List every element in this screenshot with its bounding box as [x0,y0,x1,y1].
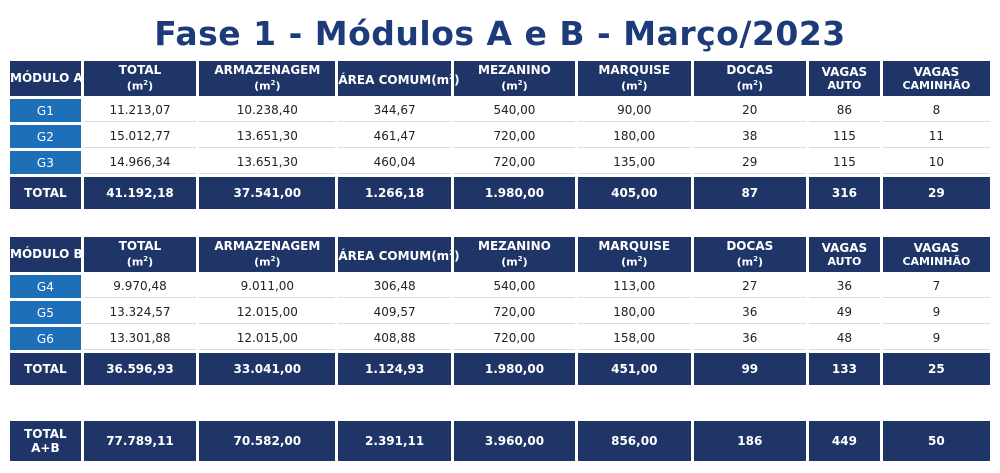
cell: 180,00 [578,301,691,324]
total-label: TOTAL [10,177,81,209]
col-total-header: TOTAL $(m^2)$ [84,61,197,96]
total-cell: 133 [809,353,880,385]
cell: 115 [809,125,880,148]
cell: 14.966,34 [84,151,197,174]
col-docas-header: DOCAS $(m^2)$ [694,237,807,272]
cell: 460,04 [338,151,451,174]
table-row [10,151,990,174]
total-cell: 33.041,00 [199,353,335,385]
cell: 86 [809,99,880,122]
row-label: G1 [10,99,81,122]
col-area-comum-header: ÁREA $COMUM(m^2)$ [338,61,451,96]
cell: 720,00 [454,327,575,350]
col-armazenagem-header: ARMAZENAGEM $(m^2)$ [199,237,335,272]
grand-total-cell: 186 [694,421,807,461]
row-label: G2 [10,125,81,148]
cell: 11.213,07 [84,99,197,122]
page-title: Fase 1 - Módulos A e B - Março/2023 [154,14,846,53]
col-vagas-caminhao-header: VAGAS CAMINHÃO [883,237,990,272]
cell: 11 [883,125,990,148]
cell: 461,47 [338,125,451,148]
cell: 113,00 [578,275,691,298]
grand-total-table [7,418,993,464]
cell: 12.015,00 [199,327,335,350]
total-cell: 87 [694,177,807,209]
cell: 408,88 [338,327,451,350]
table-header-row [10,237,990,272]
grand-total-label: TOTAL A+B [10,421,81,461]
cell: 10.238,40 [199,99,335,122]
cell: 158,00 [578,327,691,350]
total-cell: 1.266,18 [338,177,451,209]
col-docas-header: DOCAS $(m^2)$ [694,61,807,96]
cell: 12.015,00 [199,301,335,324]
cell: 7 [883,275,990,298]
col-armazenagem-header: ARMAZENAGEM $(m^2)$ [199,61,335,96]
cell: 15.012,77 [84,125,197,148]
table-row [10,99,990,122]
cell: 720,00 [454,151,575,174]
cell: 13.651,30 [199,125,335,148]
total-cell: 405,00 [578,177,691,209]
total-cell: 37.541,00 [199,177,335,209]
cell: 27 [694,275,807,298]
cell: 409,57 [338,301,451,324]
total-cell: 99 [694,353,807,385]
cell: 9.970,48 [84,275,197,298]
cell: 13.324,57 [84,301,197,324]
total-cell: 1.980,00 [454,353,575,385]
cell: 36 [809,275,880,298]
total-row [10,353,990,385]
cell: 9 [883,301,990,324]
cell: 180,00 [578,125,691,148]
total-cell: 29 [883,177,990,209]
cell: 38 [694,125,807,148]
total-cell: 36.596,93 [84,353,197,385]
cell: 135,00 [578,151,691,174]
total-row [10,177,990,209]
cell: 720,00 [454,125,575,148]
col-area-comum-header: ÁREA $COMUM(m^2)$ [338,237,451,272]
grand-total-cell: 3.960,00 [454,421,575,461]
cell: 720,00 [454,301,575,324]
col-vagas-caminhao-header: VAGAS CAMINHÃO [883,61,990,96]
grand-total-cell: 77.789,11 [84,421,197,461]
col-marquise-header: MARQUISE $(m^2)$ [578,61,691,96]
module-a-table [7,58,993,212]
module-b-table [7,234,993,388]
col-mezanino-header: MEZANINO $(m^2)$ [454,61,575,96]
cell: 20 [694,99,807,122]
row-label: G6 [10,327,81,350]
cell: 10 [883,151,990,174]
col-total-header: TOTAL $(m^2)$ [84,237,197,272]
grand-total-row [10,421,990,461]
cell: 29 [694,151,807,174]
row-label: G3 [10,151,81,174]
cell: 8 [883,99,990,122]
total-cell: 316 [809,177,880,209]
module-b-label: MÓDULO B [10,237,81,272]
cell: 9.011,00 [199,275,335,298]
cell: 540,00 [454,99,575,122]
cell: 13.301,88 [84,327,197,350]
table-row [10,275,990,298]
table-row [10,125,990,148]
grand-total-cell: 70.582,00 [199,421,335,461]
cell: 90,00 [578,99,691,122]
table-row [10,301,990,324]
total-cell: 1.124,93 [338,353,451,385]
total-cell: 25 [883,353,990,385]
col-vagas-auto-header: VAGAS AUTO [809,237,880,272]
total-cell: 1.980,00 [454,177,575,209]
row-label: G5 [10,301,81,324]
cell: 13.651,30 [199,151,335,174]
cell: 49 [809,301,880,324]
cell: 306,48 [338,275,451,298]
col-mezanino-header: MEZANINO $(m^2)$ [454,237,575,272]
cell: 9 [883,327,990,350]
total-cell: 451,00 [578,353,691,385]
cell: 36 [694,327,807,350]
cell: 540,00 [454,275,575,298]
cell: 36 [694,301,807,324]
cell: 115 [809,151,880,174]
grand-total-cell: 2.391,11 [338,421,451,461]
cell: 344,67 [338,99,451,122]
grand-total-cell: 50 [883,421,990,461]
row-label: G4 [10,275,81,298]
total-cell: 41.192,18 [84,177,197,209]
table-header-row [10,61,990,96]
grand-total-cell: 856,00 [578,421,691,461]
grand-total-cell: 449 [809,421,880,461]
total-label: TOTAL [10,353,81,385]
col-vagas-auto-header: VAGAS AUTO [809,61,880,96]
table-row [10,327,990,350]
col-marquise-header: MARQUISE $(m^2)$ [578,237,691,272]
module-a-label: MÓDULO A [10,61,81,96]
cell: 48 [809,327,880,350]
